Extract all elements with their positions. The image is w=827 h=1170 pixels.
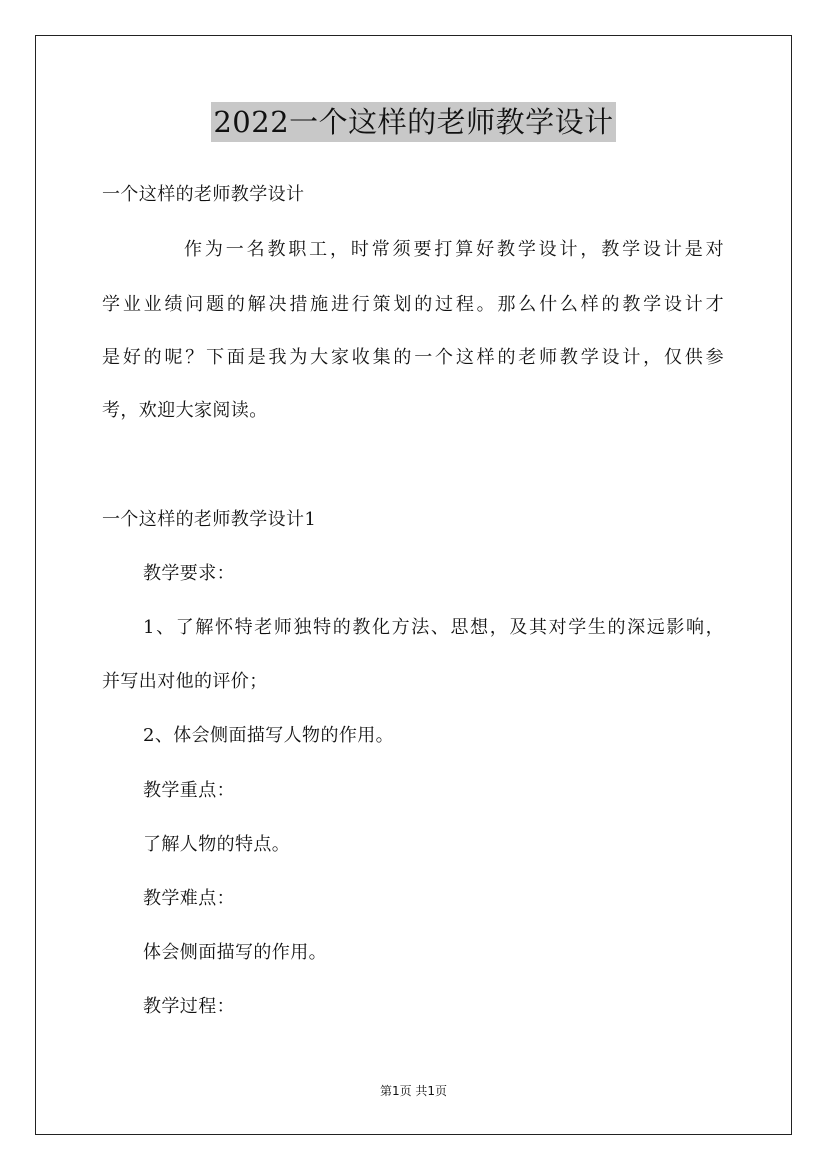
key-points-label: 教学重点： — [143, 780, 235, 801]
process-label: 教学过程： — [143, 996, 235, 1017]
difficulties-label: 教学难点： — [143, 888, 235, 909]
requirement-2: 2、体会侧面描写人物的作用。 — [143, 725, 395, 746]
requirement-1-line: 1、了解怀特老师独特的教化方法、思想，及其对学生的深远影响， — [143, 617, 724, 638]
requirement-1-line: 并写出对他的评价； — [102, 671, 268, 692]
section-heading: 一个这样的老师教学设计1 — [102, 509, 317, 530]
page-footer: 第1页 共1页 — [379, 1084, 448, 1098]
title-container — [0, 102, 827, 142]
key-points-text: 了解人物的特点。 — [143, 834, 291, 855]
intro-paragraph-line: 是好的呢？下面是我为大家收集的一个这样的老师教学设计，仅供参 — [102, 347, 724, 368]
document-subtitle: 一个这样的老师教学设计 — [102, 184, 305, 205]
intro-paragraph-line: 作为一名教职工，时常须要打算好教学设计，教学设计是对 — [184, 239, 724, 260]
document-title: 2022一个这样的老师教学设计 — [211, 102, 615, 142]
difficulties-text: 体会侧面描写的作用。 — [143, 942, 327, 963]
teaching-requirements-label: 教学要求： — [143, 563, 235, 584]
intro-paragraph-line: 学业业绩问题的解决措施进行策划的过程。那么什么样的教学设计才 — [102, 294, 724, 315]
intro-paragraph-line: 考，欢迎大家阅读。 — [102, 400, 268, 421]
